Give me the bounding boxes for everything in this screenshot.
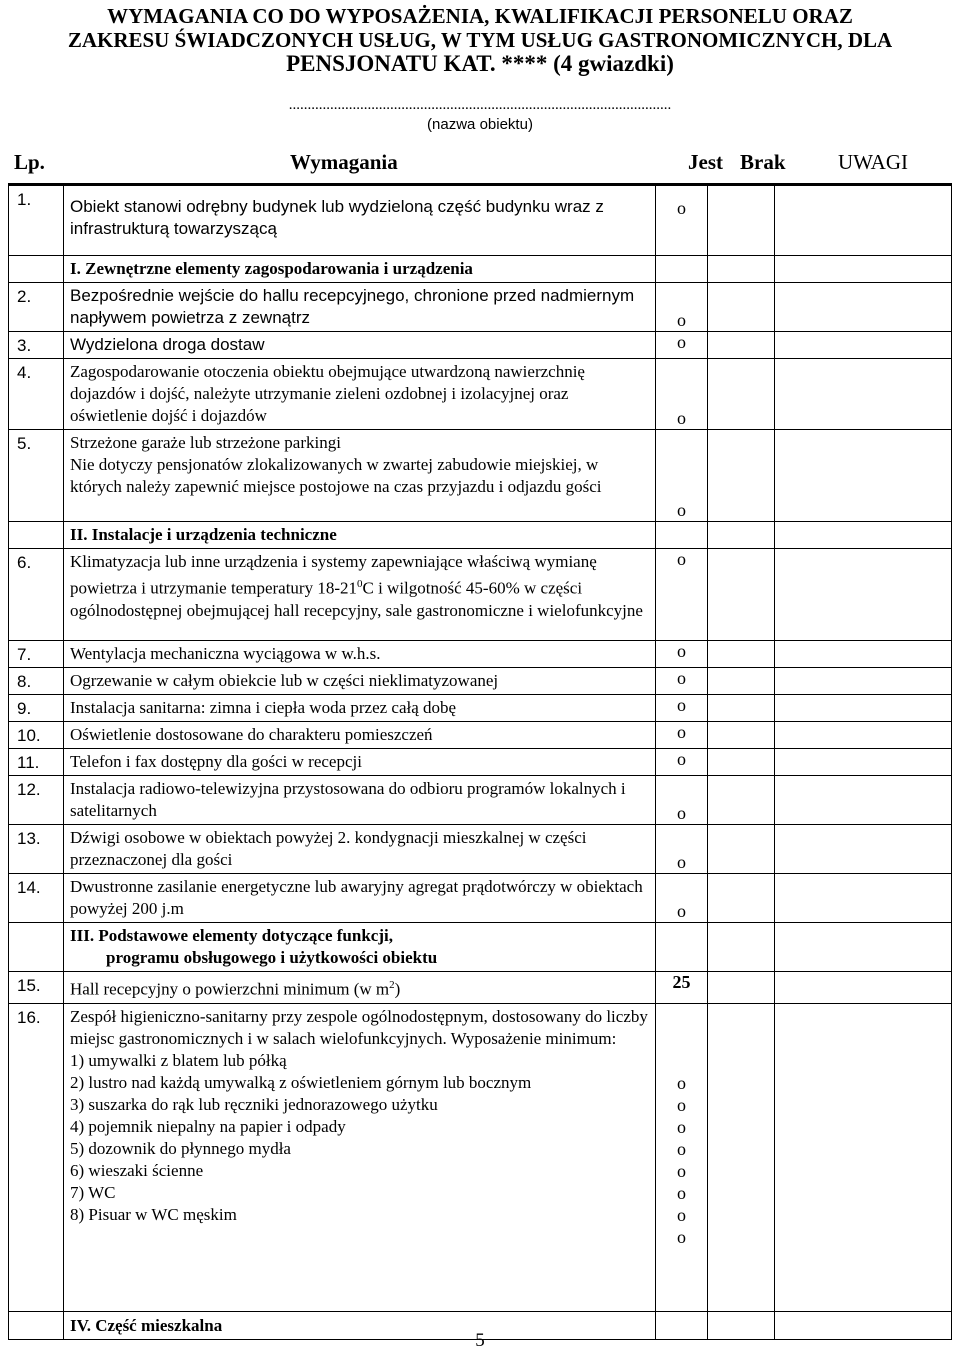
- row-text: Zagospodarowanie otoczenia obiektu obejmujące utwardzoną nawierzchnię dojazdów i dojść, należyte utrzymanie zieleni ozdobnej i izolacyjnej oraz oświetlenie dojść i dojazdów: [64, 359, 656, 430]
- equipment-item: 7) WC: [70, 1182, 116, 1202]
- table-row: [9, 549, 952, 641]
- equipment-item-mark: o: [677, 1072, 686, 1093]
- title-line-3: PENSJONATU KAT. **** (4 gwiazdki): [286, 51, 674, 76]
- section-heading-cont: programu obsługowego i użytkowości obiektu: [106, 948, 438, 967]
- row-text: Obiekt stanowi odrębny budynek lub wydzieloną część budynku wraz z infrastrukturą towarzyszącą: [64, 186, 656, 256]
- equipment-item-mark: o: [677, 1116, 686, 1137]
- document-title: [0, 4, 960, 76]
- row-number: 14.: [9, 874, 64, 923]
- equipment-item: 3) suszarka do rąk lub ręczniki jednorazowego użytku: [70, 1094, 438, 1114]
- row-number: 2.: [9, 283, 64, 332]
- row-text: Klimatyzacja lub inne urządzenia i systemy zapewniające właściwą wymianę powietrza i utrzymanie temperatury $18-21^0C$ i wilgotność 45-60% w części ogólnodostępnej obejmującej hall recepcyjny, sale gastronomiczne i wielofunkcyjne: [64, 549, 656, 641]
- equipment-item: 6) wieszaki ścienne: [70, 1160, 204, 1180]
- header-wymagania: Wymagania: [290, 150, 398, 174]
- object-name-blank: ......................................................................................................: [288, 97, 672, 113]
- row-mark: o: [656, 749, 708, 776]
- row-number: 16.: [9, 1003, 64, 1311]
- row-mark: o: [656, 332, 708, 359]
- header-brak: Brak: [740, 150, 786, 174]
- table-row: [9, 776, 952, 825]
- row-number: 13.: [9, 825, 64, 874]
- title-line-2: ZAKRESU ŚWIADCZONYCH USŁUG, W TYM USŁUG GASTRONOMICZNYCH, DLA: [67, 28, 893, 52]
- equipment-item-mark: o: [677, 1226, 686, 1247]
- row-mark: o: [656, 283, 708, 332]
- row-text: Dźwigi osobowe w obiektach powyżej 2. kondygnacji mieszkalnej w części przeznaczonej dla gości: [64, 825, 656, 874]
- section-heading: III. Podstawowe elementy dotyczące funkcji,: [70, 926, 393, 945]
- table-row: [9, 641, 952, 668]
- row-mark: o: [656, 186, 708, 256]
- table-row: [9, 186, 952, 256]
- equipment-item: 1) umywalki z blatem lub półką: [70, 1050, 287, 1070]
- row-mark: o: [656, 549, 708, 641]
- row-note: Nie dotyczy pensjonatów zlokalizowanych w zwartej zabudowie miejskiej, w których należy zapewnić miejsce postojowe na czas przyjazdu i odjazdu gości: [70, 455, 602, 496]
- equipment-item-mark: o: [677, 1204, 686, 1225]
- table-row: [9, 283, 952, 332]
- row-mark: o: [656, 430, 708, 522]
- equipment-item: 2) lustro nad każdą umywalką z oświetleniem górnym lub bocznym: [70, 1072, 532, 1092]
- row-number: 15.: [9, 972, 64, 1004]
- row-mark: o: [656, 359, 708, 430]
- row-number: 12.: [9, 776, 64, 825]
- equipment-item: 4) pojemnik niepalny na papier i odpady: [70, 1116, 346, 1136]
- equipment-item-mark: o: [677, 1160, 686, 1181]
- table-row: [9, 874, 952, 923]
- requirements-table: [8, 185, 952, 1340]
- page-number: 5: [475, 1330, 485, 1351]
- row-mark: o: [656, 825, 708, 874]
- table-row: [9, 1003, 952, 1311]
- table-row: [9, 695, 952, 722]
- table-row: [9, 825, 952, 874]
- equipment-item-mark: o: [677, 1138, 686, 1159]
- header-lp: Lp.: [14, 150, 45, 174]
- table-row: [9, 722, 952, 749]
- row-number: 11.: [9, 749, 64, 776]
- table-row: [9, 668, 952, 695]
- row-text: Dwustronne zasilanie energetyczne lub awaryjny agregat prądotwórczy w obiektach powyżej 200 j.m: [64, 874, 656, 923]
- row-text: Zespół higieniczno-sanitarny przy zespole ogólnodostępnym, dostosowany do liczby miejsc gastronomicznych i w salach wielofunkcyjnych. Wyposażenie minimum:: [70, 1006, 648, 1048]
- table-row: [9, 749, 952, 776]
- row-mark: o: [656, 695, 708, 722]
- section-heading: IV. Część mieszkalna: [64, 1311, 656, 1339]
- header-jest: Jest: [688, 150, 723, 174]
- row-brak-cell: [708, 186, 775, 256]
- row-number: 10.: [9, 722, 64, 749]
- row-number: 7.: [9, 641, 64, 668]
- row-number: 5.: [9, 430, 64, 522]
- table-row: [9, 359, 952, 430]
- row-text: Hall recepcyjny o powierzchni minimum (w $m^2$): [64, 972, 656, 1004]
- row-mark: o: [656, 641, 708, 668]
- row-text: Wydzielona droga dostaw: [64, 332, 656, 359]
- table-row: [9, 332, 952, 359]
- row-uwagi-cell: [775, 186, 952, 256]
- section-row: [9, 522, 952, 549]
- equipment-item: 5) dozownik do płynnego mydła: [70, 1138, 291, 1158]
- title-line-1: WYMAGANIA CO DO WYPOSAŻENIA, KWALIFIKACJI PERSONELU ORAZ: [107, 4, 853, 28]
- table-row: [9, 430, 952, 522]
- row-text: Oświetlenie dostosowane do charakteru pomieszczeń: [64, 722, 656, 749]
- section-row: [9, 923, 952, 972]
- header-uwagi: UWAGI: [838, 150, 908, 174]
- row-text: Instalacja sanitarna: zimna i ciepła woda przez całą dobę: [64, 695, 656, 722]
- row-number: 4.: [9, 359, 64, 430]
- equipment-item: 8) Pisuar w WC męskim: [70, 1204, 237, 1224]
- row-number: 6.: [9, 549, 64, 641]
- equipment-item-mark: o: [677, 1094, 686, 1115]
- row-mark: o: [656, 668, 708, 695]
- table-row: [9, 972, 952, 1004]
- row-mark: o: [656, 722, 708, 749]
- row-text: Telefon i fax dostępny dla gości w recepcji: [64, 749, 656, 776]
- row-text: Instalacja radiowo-telewizyjna przystosowana do odbioru programów lokalnych i satelitarnych: [64, 776, 656, 825]
- row-text: Strzeżone garaże lub strzeżone parkingi: [70, 433, 341, 452]
- row-text: Ogrzewanie w całym obiekcie lub w części nieklimatyzowanej: [64, 668, 656, 695]
- equipment-marks: [656, 1003, 708, 1311]
- equipment-item-mark: o: [677, 1182, 686, 1203]
- row-number: 3.: [9, 332, 64, 359]
- object-name-caption: (nazwa obiektu): [427, 116, 533, 133]
- row-mark: o: [656, 874, 708, 923]
- equipment-list: [70, 1050, 649, 1226]
- row-number: 1.: [9, 186, 64, 256]
- row-text: Wentylacja mechaniczna wyciągowa w w.h.s.: [64, 641, 656, 668]
- section-heading: II. Instalacje i urządzenia techniczne: [64, 522, 656, 549]
- row-mark: 25: [656, 972, 708, 1004]
- row-number: 8.: [9, 668, 64, 695]
- row-text: Bezpośrednie wejście do hallu recepcyjnego, chronione przed nadmiernym napływem powietrza z zewnątrz: [64, 283, 656, 332]
- section-row: [9, 256, 952, 283]
- row-number: 9.: [9, 695, 64, 722]
- row-mark: o: [656, 776, 708, 825]
- section-heading: I. Zewnętrzne elementy zagospodarowania i urządzenia: [64, 256, 656, 283]
